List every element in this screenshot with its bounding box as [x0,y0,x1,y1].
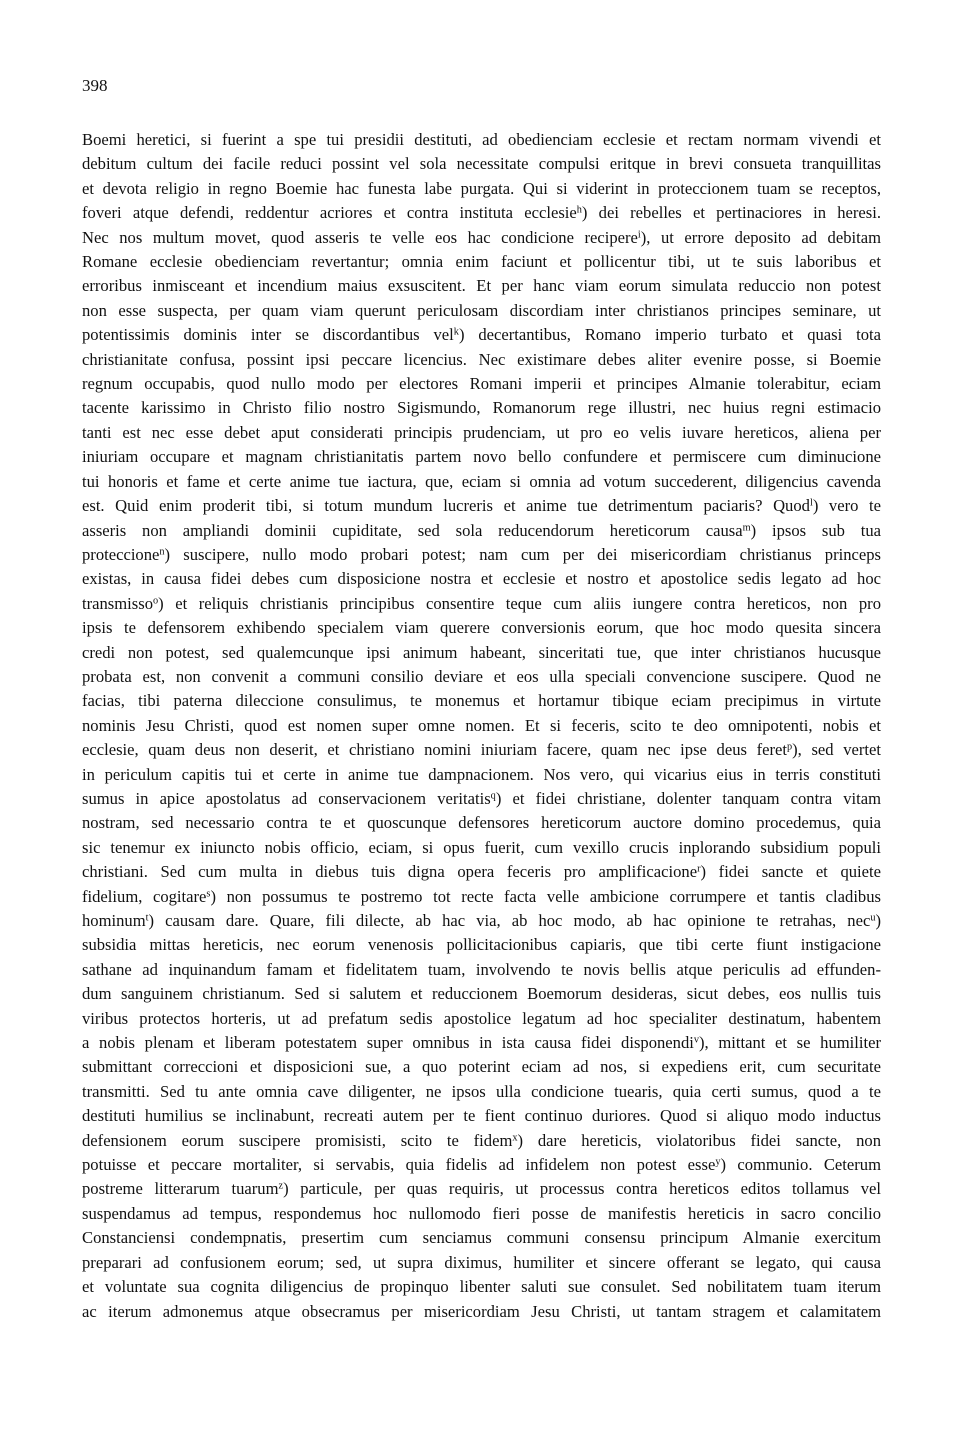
text-segment: hominum [82,911,146,930]
text-segment: ) et fidei christiane, dolenter tanquam contra vitam [495,788,881,808]
text-line: credi non potest, sed qualemcunque ipsi animum habeant, sinceritati tue, que inter christianos hucusque [82,642,881,662]
text-line: et voluntate sua cognita diligencius de propinquo libenter saluti sue consulet. Sed nobilitatem tuam iterum [82,1277,881,1297]
text-line: subsidia mittas hereticis, nec eorum venenosis pollicitacionibus capiaris, que tibi certe fiunt instigacione [82,935,881,955]
text-segment: fidelium, cogitare [82,886,207,906]
text-line: iniuriam occupare et magnam christianitatis partem novo bello confundere et permiscere cum diminucione [82,447,881,467]
text-line [82,738,881,762]
text-line: destituti humilius se inclinabunt, recreati autem per te fient continuo duriores. Quod si aliquo modo inductus [82,1106,881,1126]
text-line: preparari ad confusionem eorum; sed, ut supra diximus, humiliter et sincere offerant se legato, qui causa [82,1252,881,1272]
text-line [82,885,881,909]
body-text [82,128,881,1324]
footnote-marker: y [715,1156,721,1168]
text-line: suspendamus ad tempus, respondemus hoc nullomodo fieri posse de manifestis hereticis in sacro concilio [82,1203,881,1223]
text-line: Boemi heretici, si fuerint a spe tui presidii destituti, ad obedienciam ecclesie et rectam normam vivendi et [82,130,881,149]
text-segment: transmisso [82,593,153,613]
text-segment: a nobis plenam et liberam potestatem super omnibus in ista causa fidei disponendi [82,1033,694,1053]
text-line: nostram, sed necessario contra te et quoscunque defensores hereticorum auctore domino procedemus, quia [82,813,881,833]
footnote-marker: h [576,204,582,216]
text-segment: Nec nos multum movet, quod asseris te velle eos hac condicione recipere [82,227,638,247]
text-segment: ) fidei sancte et quiete [700,862,881,882]
text-line [82,787,881,811]
text-segment: proteccione [82,544,160,564]
text-line [82,494,881,518]
footnote-marker: o [153,595,159,607]
text-segment: ) ipsos sub tua [750,520,881,540]
footnote-marker: q [490,790,496,802]
footnote-marker: m [742,521,751,533]
text-line: tanti est nec esse debet aput considerati principis prudenciam, ut pro eo velis iuvare hereticos, aliena per [82,422,881,442]
text-line: non esse suspecta, per quam viam querunt periculosam discordiam inter christianos principes seminare, ut [82,300,881,320]
text-line: facias, tibi paterna dileccione consulimus, te monemus et hortamur tibique eciam precipimus in virtute [82,691,881,711]
text-segment: est. Quid enim proderit tibi, si totum mundum lucreris et anime tue detrimentum paciaris? Quod [82,496,810,516]
text-segment: asseris non ampliandi dominii cupiditate, sed sola reducendorum hereticorum causa [82,520,743,540]
text-line: debitum cultum dei facile reduci possint vel sola necessitate compulsi eritque in brevi consueta tranquillitas [82,154,881,174]
text-line [82,226,881,250]
footnote-marker: v [693,1034,699,1046]
text-segment: ), ut errore deposito ad debitam [640,227,881,247]
text-segment: ) [875,911,881,930]
text-segment: ecclesie, quam deus non deserit, et christiano nomini iniuriam facere, quam nec ipse deus feret [82,740,787,760]
footnote-marker: u [870,912,876,924]
text-line [82,323,881,347]
footnote-marker: z [278,1180,284,1192]
text-segment: postreme litterarum tuarum [82,1179,279,1199]
text-segment: ) communio. Ceterum [720,1155,881,1175]
text-line: christianitate confusa, possint ipsi peccare licencius. Nec existimare debes aliter evenire posse, si Boemie [82,349,881,369]
text-line: Romane ecclesie obedienciam revertantur; omnia enim faciunt et pollicentur tibi, ut te suis laboribus et [82,252,881,272]
text-line: in periculum capitis tui et certe in anime tue dampnacionem. Nos vero, qui vicarius eius in terris constituti [82,764,881,784]
text-line: dum sanguinem christianum. Sed si salutem et reduccionem Boemorum desideras, sicut debes, eos nullis tuis [82,984,881,1004]
text-segment: defensionem eorum suscipere promisisti, scito te fidem [82,1130,513,1150]
footnote-marker: k [453,326,459,338]
footnote-marker: i [637,228,641,240]
footnote-marker: n [159,546,165,558]
text-segment: ) causam dare. Quare, fili dilecte, ab hac via, ab hoc modo, ab hac opinione te retrahas, nec [148,911,871,930]
text-line: transmitti. Sed tu ante omnia cave diligenter, ne ipsos ulla condicione tuearis, quia certi sumus, quod a te [82,1081,881,1101]
page-number: 398 [82,76,108,95]
text-line: Constanciensi condempnatis, presertim cum senciamus communi consensu principum Almanie exercitum [82,1228,881,1248]
text-segment: ), sed vertet [792,740,881,760]
footnote-marker: t [145,912,149,924]
footnote-marker: r [697,863,701,875]
text-segment: ) decertantibus, Romano imperio turbato et quasi tota [458,325,881,345]
text-line: probata est, non convenit a communi consilio deviare et eos ulla speciali convencione suscipere. Quod ne [82,666,881,686]
text-line [82,1153,881,1177]
text-line: submittant correccioni et disposicioni sue, a quo poterint eciam ad nos, si expediens erit, cum securitate [82,1057,881,1077]
text-line: et devota religio in regno Boemie hac funesta labe purgata. Qui si viderint in proteccionem tuam se receptos, [82,178,881,198]
text-segment: potentissimis dominis inter se discordantibus vel [82,325,454,345]
footnote-marker: l [809,497,813,509]
text-line: regnum occupabis, quod nullo modo per electores Romani imperii et principes Almanie tolerabitur, eciam [82,374,881,394]
text-segment: ) et reliquis christianis principibus consentire teque cum aliis iungere contra hereticos, non pro [158,593,881,613]
text-line: tacente karissimo in Christo filio nostro Sigismundo, Romanorum rege illustri, nec huius regni estimacio [82,398,881,418]
text-segment: ) dare hereticis, violatoribus fidei sancte, non [517,1130,881,1150]
footnote-marker: s [206,887,211,899]
text-line [82,1129,881,1153]
text-line: erroribus inmisceant et incendium maius exsuscitent. Et per hanc viam eorum simulata reduccio non potest [82,276,881,296]
text-line [82,592,881,616]
text-line: sathane ad inquinandum famam et fidelitatem tuam, involvendo te novis bellis atque periculis ad effunden- [82,959,881,979]
text-line: tui honoris et fame et certe anime tue iactura, que, eciam si omnia ad votum succederent, diligencius cavenda [82,471,881,491]
text-segment: ), mittant et se humiliter [699,1033,881,1053]
text-line [82,1177,881,1201]
text-line: existas, in causa fidei debes cum disposicione nostra et ecclesie et nostro et apostolice sedis legato ad hoc [82,569,881,589]
footnote-marker: p [787,741,793,753]
text-segment: ) suscipere, nullo modo probari potest; nam cum per dei misericordiam christianus princeps [164,544,881,564]
text-line [82,909,881,933]
text-segment: ) particule, per quas requiris, ut processus contra hereticos editos tollamus vel [283,1179,881,1199]
text-line [82,519,881,543]
footnote-marker: x [512,1132,518,1143]
text-line: sic tenemur ex iniuncto nobis officio, eciam, si opus fuerit, cum vexillo crucis inplorando subsidium populi [82,837,881,857]
text-segment: christiani. Sed cum multa in diebus tuis digna opera feceris pro amplificacione [82,862,698,882]
text-line: ac iterum admonemus atque obsecramus per misericordiam Jesu Christi, ut tantam stragem et calamitatem [82,1301,881,1321]
text-line [82,201,881,225]
text-segment: ) dei rebelles et pertinaciores in heresi. [581,203,881,223]
text-line: nominis Jesu Christi, quod est nomen super omne nomen. Et si feceris, scito te deo omnipotenti, nobis et [82,715,881,735]
text-line [82,860,881,884]
text-line: ipsis te defensorem exhibendo specialem viam querere conversionis eorum, que hoc modo quesita sincera [82,618,881,638]
text-line [82,1031,881,1055]
text-line: viribus protectos horteris, ut ad prefatum sedis apostolice legatum ad hoc specialiter destinatum, habentem [82,1008,881,1028]
text-segment: foveri atque defendi, reddentur acriores et contra instituta ecclesie [82,203,577,223]
text-segment: potuisse et peccare mortaliter, si servabis, quia fidelis ad infidelem non potest esse [82,1155,716,1175]
text-line [82,543,881,567]
text-segment: sumus in apice apostolatus ad conservacionem veritatis [82,788,491,808]
text-segment: ) vero te [812,496,881,516]
text-segment: ) non possumus te postremo tot recte facta velle ambicione corrumpere et tantis cladibus [210,886,881,906]
